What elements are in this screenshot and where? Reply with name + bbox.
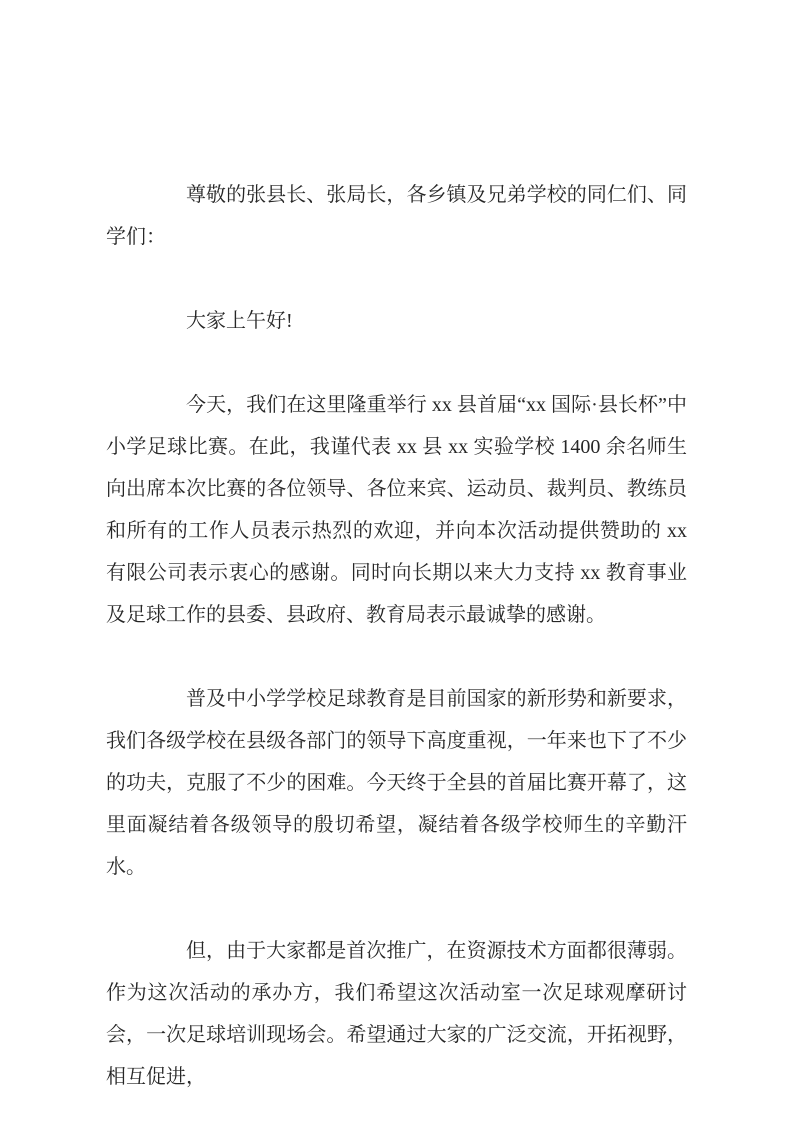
paragraph-greeting: 大家上午好! xyxy=(186,310,293,332)
document-body xyxy=(106,174,687,1098)
paragraph-significance: 普及中小学学校足球教育是目前国家的新形势和新要求，我们各级学校在县级各部门的领导下高度重视，一年来也下了不少的功夫，克服了不少的困难。今天终于全县的首届比赛开幕了，这里面凝结着各级领导的殷切希望，凝结着各级学校师生的辛勤汗水。 xyxy=(106,688,687,878)
paragraph-hopes-for-event: 但，由于大家都是首次推广，在资源技术方面都很薄弱。作为这次活动的承办方，我们希望这次活动室一次足球观摩研讨会，一次足球培训现场会。希望通过大家的广泛交流，开拓视野，相互促进， xyxy=(106,940,687,1088)
paragraph-opening-and-thanks: 今天，我们在这里隆重举行 xx 县首届“xx 国际·县长杯”中小学足球比赛。在此，我谨代表 xx 县 xx 实验学校 1400 余名师生向出席本次比赛的各位领导、各位来宾、运动员、裁判员、教练员和所有的工作人员表示热烈的欢迎，并向本次活动提供赞助的 xx 有限公司表示衷心的感谢。同时向长期以来大力支持 xx 教育事业及足球工作的县委、县政府、教育局表示最诚挚的感谢。 xyxy=(106,394,687,626)
paragraph-salutation: 尊敬的张县长、张局长，各乡镇及兄弟学校的同仁们、同学们： xyxy=(106,184,687,248)
